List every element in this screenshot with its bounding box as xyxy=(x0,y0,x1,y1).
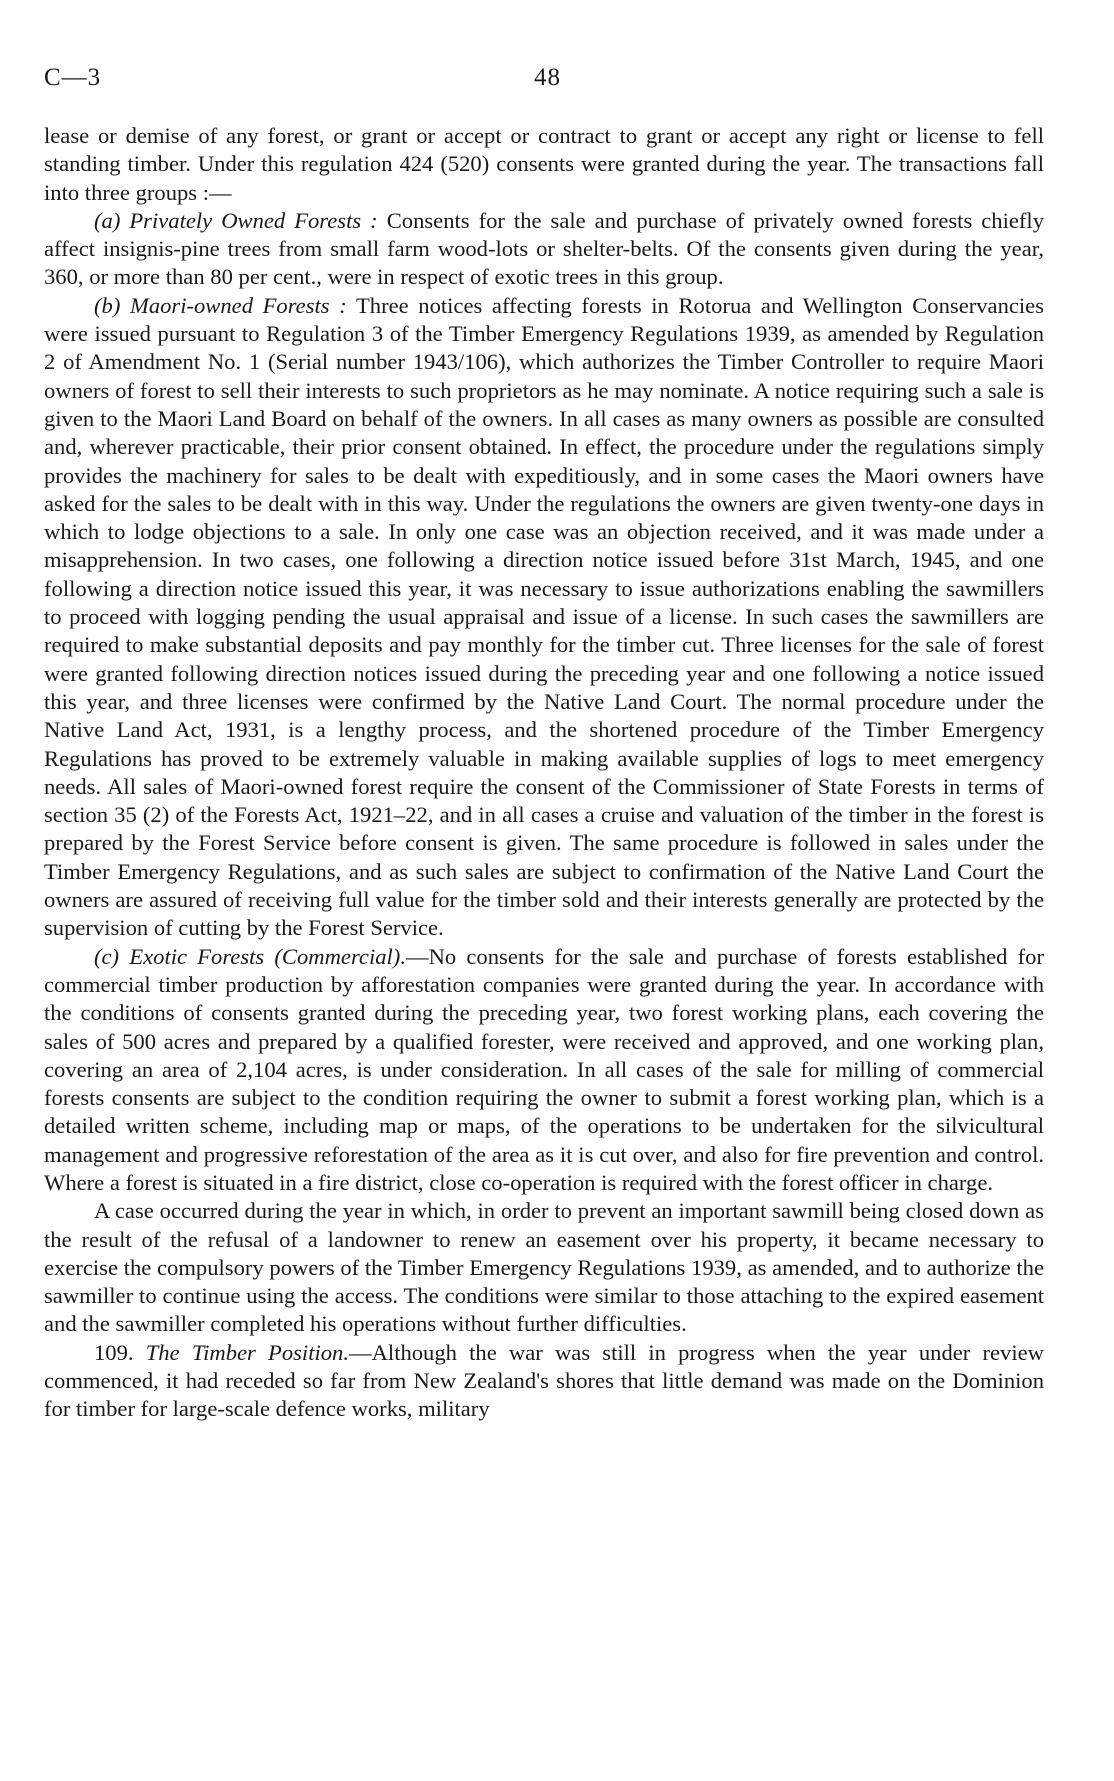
paragraph-easement-case xyxy=(44,1197,1044,1338)
document-page xyxy=(44,56,1044,1424)
paragraph-text: Consents for the sale and purchase of privately owned forests chiefly affect insignis-pine trees from small farm wood-lots or shelter-belts. Of the consents given during the year, 360, or more than 80 per cent., were in respect of exotic trees in this group. xyxy=(44,207,1044,290)
paragraph-heading: Exotic Forests (Commercial). xyxy=(129,943,406,969)
paragraph-label: (c) xyxy=(94,943,120,969)
paragraph-maori-owned-forests xyxy=(44,292,1044,943)
page-header xyxy=(44,56,1044,100)
paragraph-heading: Privately Owned Forests : xyxy=(129,207,378,233)
paragraph-number: 109. xyxy=(94,1339,134,1365)
page-number: 48 xyxy=(534,64,561,91)
paragraph-text: —No consents for the sale and purchase of forests established for commercial timber production by afforestation companies were granted during the year. In accordance with the conditions of consents granted during the preceding year, two forest working plans, each covering the sales of 500 acres and prepared by a qualified forester, were received and approved, and one working plan, covering an area of 2,104 acres, is under consideration. In all cases of the sale for milling of commercial forests consents are subject to the condition requiring the owner to submit a forest working plan, which is a detailed written scheme, including map or maps, of the operations to be undertaken for the silvicultural management and progressive reforestation of the area as it is cut over, and also for fire prevention and control. Where a forest is situated in a fire district, close co-operation is required with the forest officer in charge. xyxy=(44,943,1044,1195)
paragraph-label: (b) xyxy=(94,292,121,318)
paragraph-text: lease or demise of any forest, or grant or accept or contract to grant or accept any right or license to fell standing timber. Under this regulation 424 (520) consents were granted during the year. The transactions fall into three groups :— xyxy=(44,123,1044,205)
paragraph-text: —Although the war was still in progress when the year under review commenced, it had receded so far from New Zealand's shores that little demand was made on the Dominion for timber for large-scale defence works, military xyxy=(44,1339,1044,1422)
paragraph-text: Three notices affecting forests in Rotorua and Wellington Conservancies were issued pursuant to Regulation 3 of the Timber Emergency Regulations 1939, as amended by Regulation 2 of Amendment No. 1 (Serial number 1943/106), which authorizes the Timber Controller to require Maori owners of forest to sell their interests to such proprietors as he may nominate. A notice requiring such a sale is given to the Maori Land Board on behalf of the owners. In all cases as many owners as possible are consulted and, wherever practicable, their prior consent obtained. In effect, the procedure under the regulations simply provides the machinery for sales to be dealt with expeditiously, and in some cases the Maori owners have asked for the sales to be dealt with in this way. Under the regulations the owners are given twenty-one days in which to lodge objections to a sale. In only one case was an objection received, and it was made under a misapprehension. In two cases, one following a direction notice issued before 31st March, 1945, and one following a direction notice issued this year, it was necessary to issue authorizations enabling the sawmillers to proceed with logging pending the usual appraisal and issue of a license. In such cases the sawmillers are required to make substantial deposits and pay monthly for the timber cut. Three licenses for the sale of forest were granted following direction notices issued during the preceding year and one following a notice issued this year, and three licenses were confirmed by the Native Land Court. The normal procedure under the Native Land Act, 1931, is a lengthy process, and the shortened procedure of the Timber Emergency Regulations has proved to be extremely valuable in making available supplies of logs to meet emergency needs. All sales of Maori-owned forest require the consent of the Commissioner of State Forests in terms of section 35 (2) of the Forests Act, 1921–22, and in all cases a cruise and valuation of the timber in the forest is prepared by the Forest Service before consent is given. The same procedure is followed in sales under the Timber Emergency Regulations, and as such sales are subject to confirmation of the Native Land Court the owners are assured of receiving full value for the timber sold and their interests generally are protected by the supervision of cutting by the Forest Service. xyxy=(44,292,1044,941)
paragraph-timber-position xyxy=(44,1339,1044,1424)
body-text xyxy=(44,122,1044,1424)
paragraph-privately-owned-forests xyxy=(44,207,1044,292)
paragraph-heading: Maori-owned Forests : xyxy=(130,292,347,318)
document-reference: C—3 xyxy=(44,64,102,91)
paragraph-text: A case occurred during the year in which, in order to prevent an important sawmill being closed down as the result of the refusal of a landowner to renew an easement over his property, it became necessary to exercise the compulsory powers of the Timber Emergency Regulations 1939, as amended, and to authorize the sawmiller to continue using the access. The conditions were similar to those attaching to the expired easement and the sawmiller completed his operations without further difficulties. xyxy=(44,1198,1044,1337)
paragraph-label: (a) xyxy=(94,207,121,233)
paragraph-heading: The Timber Position. xyxy=(145,1339,349,1365)
paragraph-continuation xyxy=(44,122,1044,207)
paragraph-exotic-forests xyxy=(44,943,1044,1198)
